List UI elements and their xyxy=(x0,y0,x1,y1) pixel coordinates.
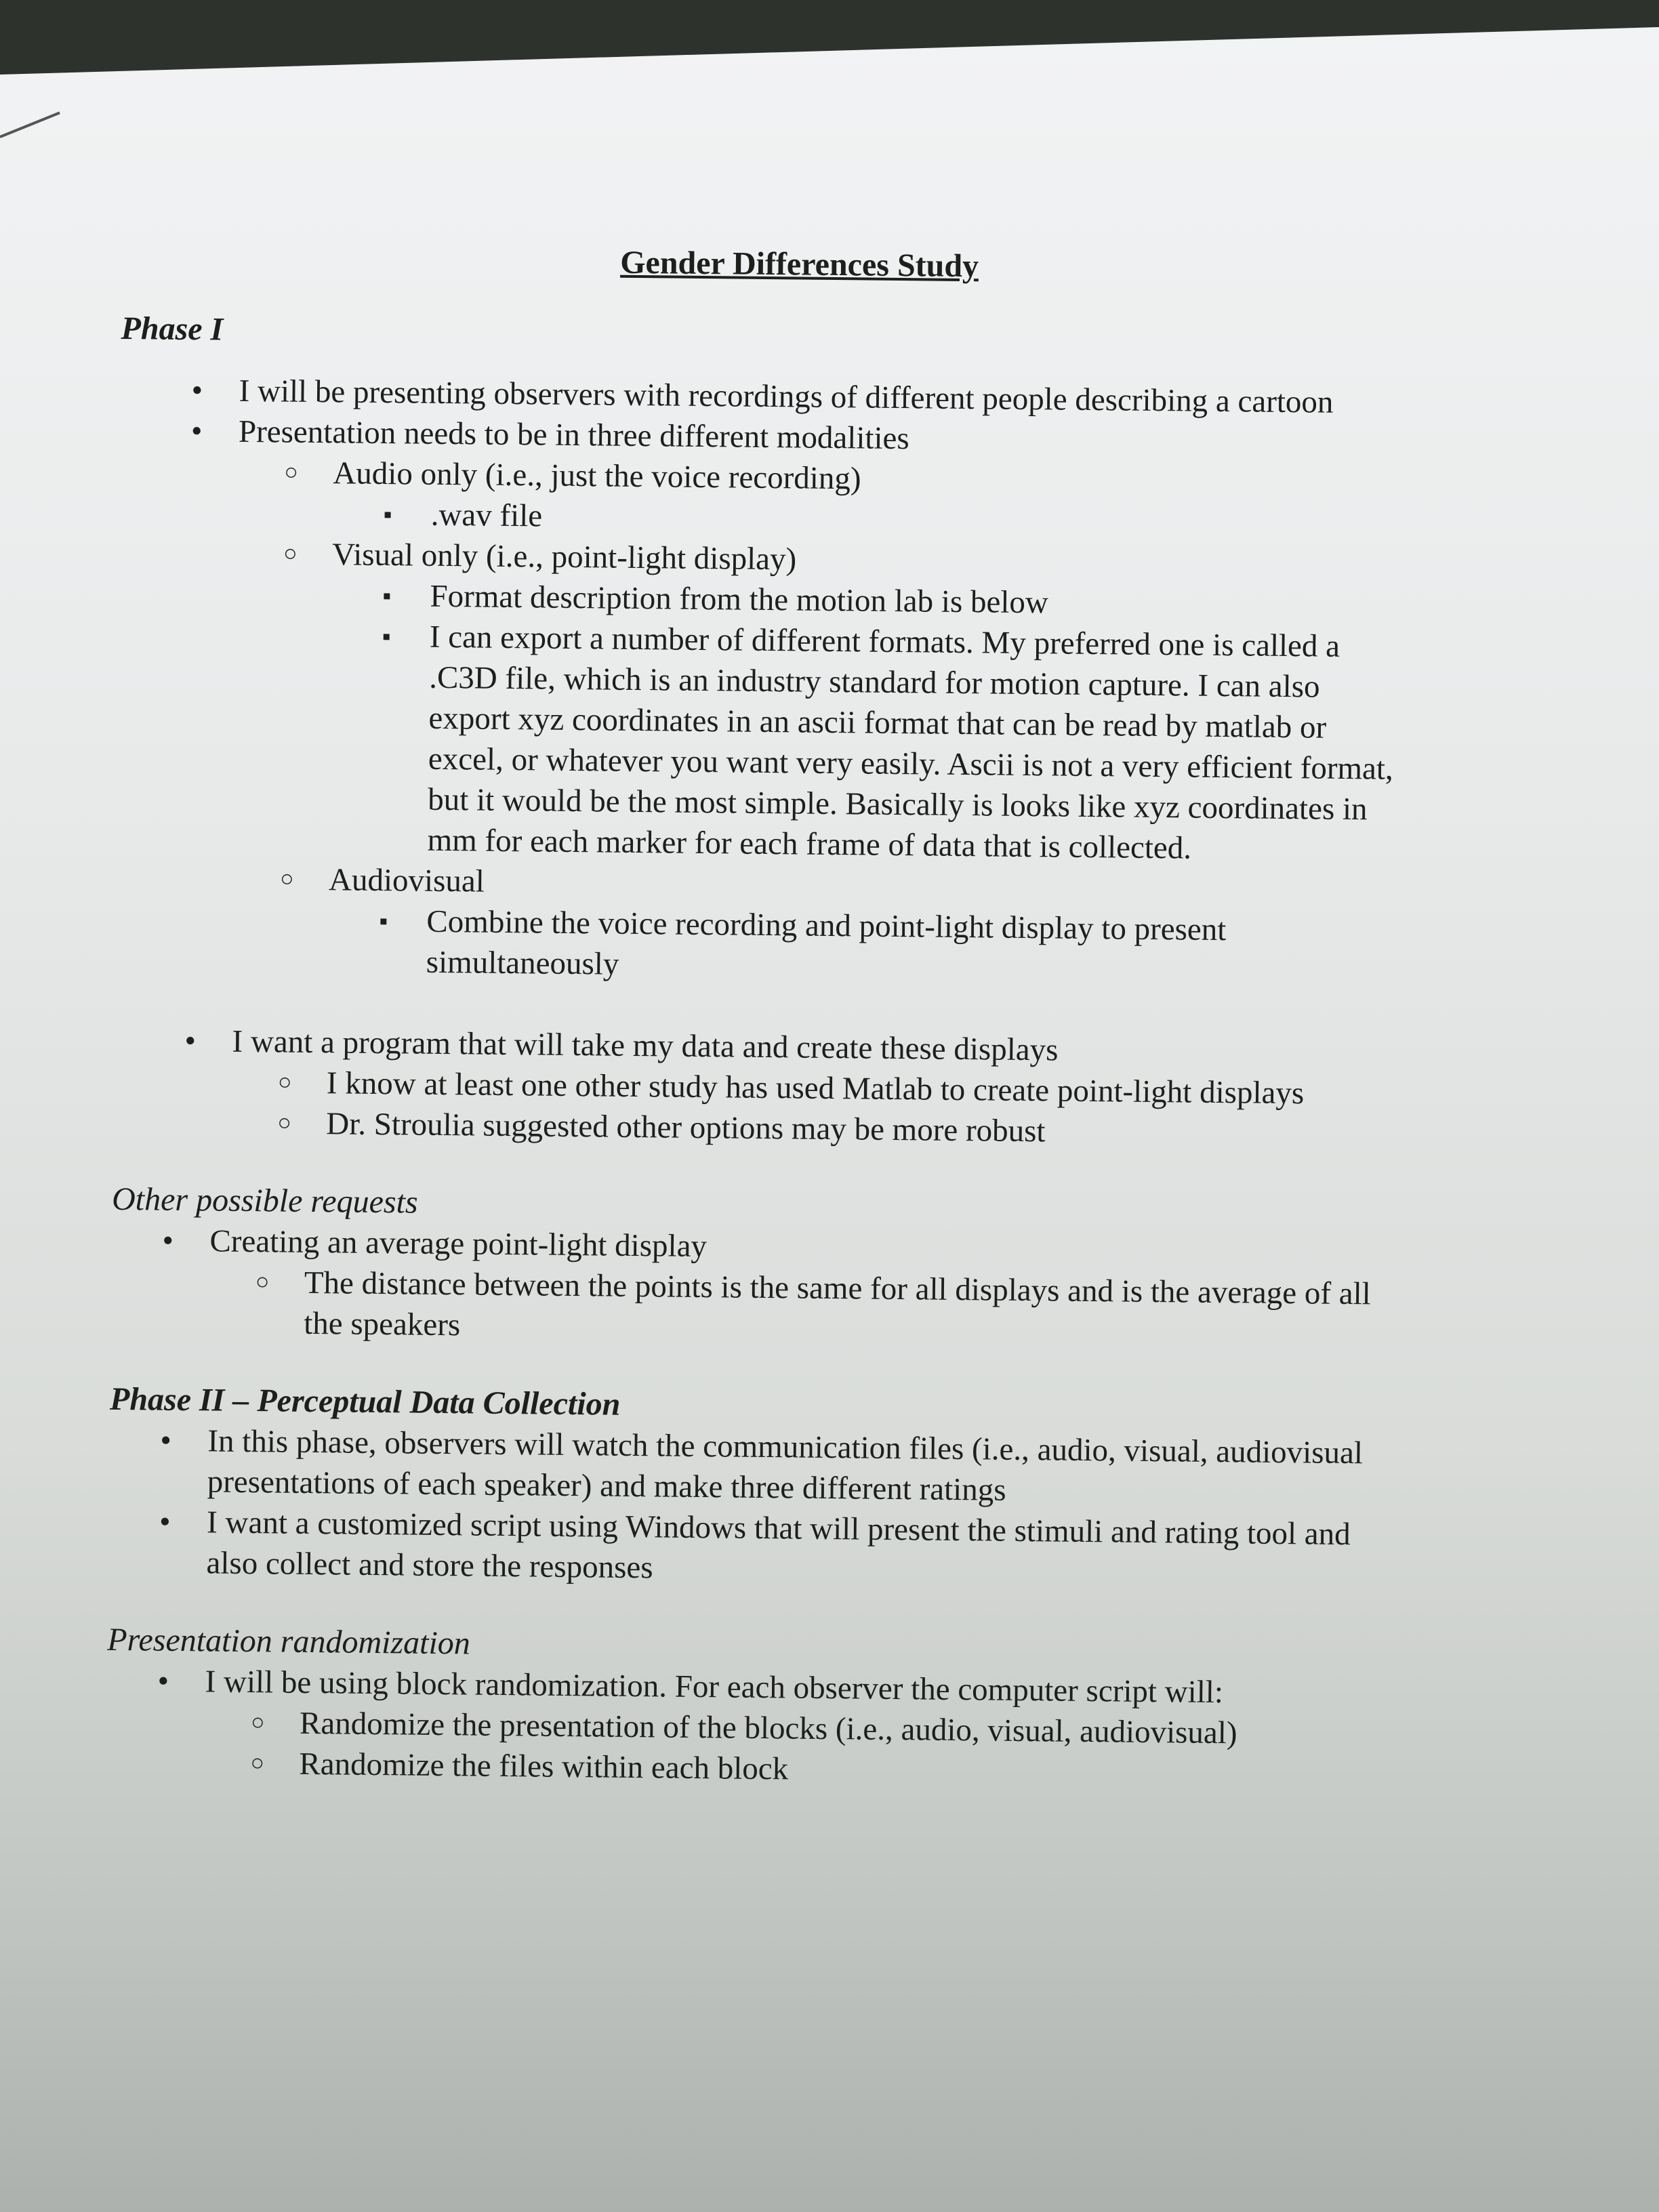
program-list xyxy=(231,1021,1401,1155)
list-item: • I will be presenting observers with recordings of different people describing a cartoon xyxy=(239,371,1408,424)
list-item xyxy=(231,1021,1401,1155)
list-item: ○ Randomize the files within each block xyxy=(299,1744,1394,1796)
list-item: ○ Dr. Stroulia suggested other options may be more robust xyxy=(326,1103,1401,1155)
other-requests-list xyxy=(209,1221,1399,1355)
list-item: • I want a customized script using Windows that will present the stimuli and rating tool and also collect and store the responses xyxy=(206,1502,1396,1595)
list-item xyxy=(204,1661,1395,1795)
list-item: ○ Randomize the presentation of the blocks (i.e., audio, visual, audiovisual) xyxy=(300,1703,1395,1755)
list-item: ○ I know at least one other study has used Matlab to create point-light displays xyxy=(327,1063,1401,1115)
list-item xyxy=(209,1221,1399,1355)
sub-list xyxy=(304,1263,1399,1355)
randomization-list xyxy=(204,1661,1395,1795)
modality-list xyxy=(328,453,1408,993)
modality-label: Visual only (i.e., point-light display) xyxy=(331,537,797,577)
phase1-list xyxy=(233,371,1408,993)
randomization-heading: Presentation randomization xyxy=(107,1621,471,1662)
sub-list xyxy=(427,576,1406,871)
modality-audiovisual xyxy=(328,859,1404,993)
other-requests-heading: Other possible requests xyxy=(111,1181,418,1221)
list-item-text: Creating an average point-light display xyxy=(209,1223,708,1265)
list-item: ▪ .wav file xyxy=(430,495,1407,546)
phase1-heading: Phase I xyxy=(121,310,224,348)
sub-list xyxy=(299,1703,1394,1796)
document-body xyxy=(106,237,1410,1796)
list-item-text: I will be using block randomization. For each observer the computer script will: xyxy=(205,1664,1224,1711)
modality-visual xyxy=(329,534,1406,871)
list-item xyxy=(233,411,1408,993)
list-item-text: I want a program that will take my data and create these displays xyxy=(232,1023,1059,1068)
list-item: • In this phase, observers will watch the communication files (i.e., audio, visual, audiovisual presentations of each speaker) and make three different ratings xyxy=(207,1420,1397,1514)
modality-label: Audio only (i.e., just the voice recording) xyxy=(333,455,861,497)
sub-list xyxy=(326,1063,1401,1155)
list-item-text: Presentation needs to be in three different modalities xyxy=(238,413,909,457)
sub-list xyxy=(426,901,1403,993)
phase2-heading: Phase II – Perceptual Data Collection xyxy=(109,1380,621,1422)
modality-audio xyxy=(332,453,1407,546)
modality-label: Audiovisual xyxy=(328,862,485,899)
list-item: ▪ Format description from the motion lab is below xyxy=(430,576,1406,627)
list-item: ○ The distance between the points is the same for all displays and is the average of all the speakers xyxy=(304,1263,1399,1355)
phase2-list xyxy=(206,1420,1397,1595)
list-item: ▪ I can export a number of different formats. My preferred one is called a .C3D file, which is an industry standard for motion capture. I can also export xyz coordinates in an ascii format that can be read by matlab or excel, or whatever you want very easily. Ascii is not a very efficient format, but it would be the most simple. Basically is looks like xyz coordinates in mm for each marker for each frame of data that is collected. xyxy=(427,617,1406,871)
list-item: ▪ Combine the voice recording and point-light display to present simultaneously xyxy=(426,901,1403,993)
document-title: Gender Differences Study xyxy=(619,244,979,285)
